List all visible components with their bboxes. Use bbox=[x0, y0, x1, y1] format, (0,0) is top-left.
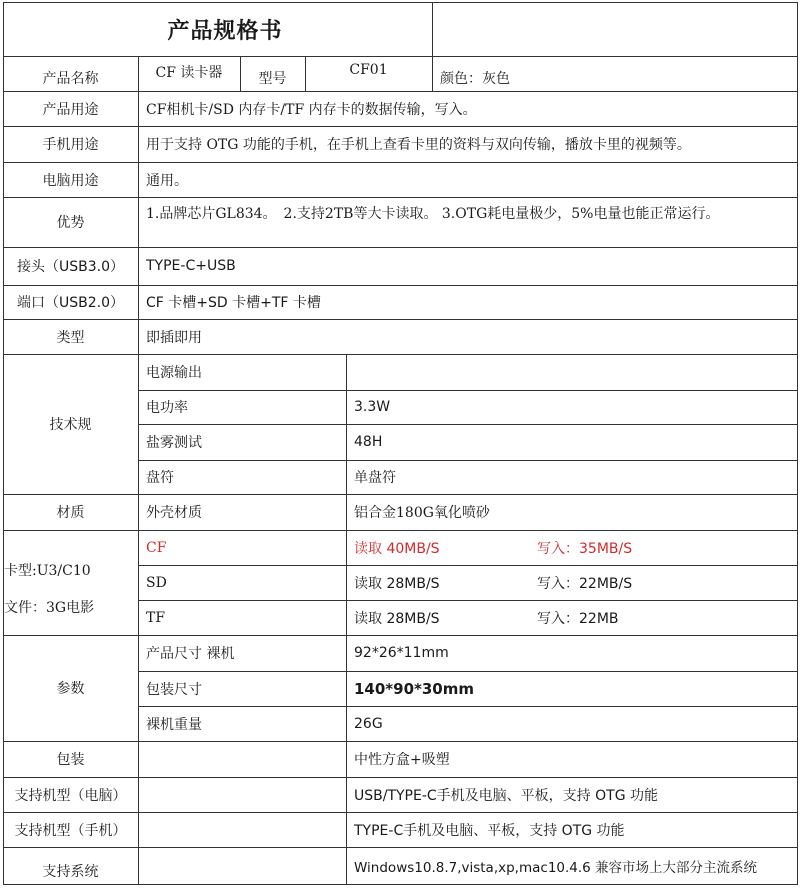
advantage-label: 优势 bbox=[56, 215, 85, 231]
tech-key: 电源输出 bbox=[146, 365, 202, 381]
tech-value bbox=[354, 354, 794, 390]
speed-card-key: SD bbox=[146, 574, 167, 591]
col-divider bbox=[346, 354, 347, 885]
type-label: 类型 bbox=[56, 329, 85, 346]
speed-write: 写入：22MB/S bbox=[537, 575, 633, 592]
tech-value: 48H bbox=[354, 434, 383, 450]
param-key: 包装尺寸 bbox=[146, 681, 202, 698]
port-value: CF 卡槽+SD 卡槽+TF 卡槽 bbox=[146, 295, 321, 311]
systems-label: 支持系统 bbox=[42, 863, 99, 880]
model-value: CF01 bbox=[349, 62, 388, 78]
model-label: 型号 bbox=[258, 71, 287, 87]
pc-usage-label: 电脑用途 bbox=[42, 172, 99, 189]
pc-models-label: 支持机型（电脑） bbox=[14, 787, 127, 804]
card-type-label: 卡型:U3/C10 bbox=[4, 563, 91, 579]
tech-label: 技术规 bbox=[49, 417, 92, 433]
speed-read: 读取 28MB/S bbox=[354, 575, 440, 592]
phone-models-label: 支持机型（手机） bbox=[14, 822, 127, 839]
pc-models-value: USB/TYPE-C手机及电脑、平板，支持 OTG 功能 bbox=[354, 787, 658, 804]
speed-read: 读取 40MB/S bbox=[354, 540, 440, 557]
material-key: 外壳材质 bbox=[146, 505, 202, 521]
table-border-right bbox=[797, 2, 798, 885]
speed-write: 写入：22MB bbox=[537, 610, 619, 627]
speed-card-key: CF bbox=[146, 539, 167, 556]
pc-usage-value: 通用。 bbox=[146, 172, 188, 189]
tech-value: 3.3W bbox=[354, 399, 391, 415]
color-value: 颜色：灰色 bbox=[440, 71, 510, 87]
type-value: 即插即用 bbox=[146, 329, 202, 346]
material-value: 铝合金180G氧化喷砂 bbox=[354, 505, 490, 521]
param-value: 92*26*11mm bbox=[354, 645, 449, 661]
pack-label: 包装 bbox=[56, 752, 85, 768]
port-label: 端口（USB2.0） bbox=[16, 295, 124, 311]
col-divider bbox=[138, 56, 139, 885]
params-label: 参数 bbox=[56, 681, 85, 697]
speed-write: 写入：35MB/S bbox=[537, 540, 633, 557]
file-type-label: 文件：3G电影 bbox=[4, 600, 95, 616]
phone-models-value: TYPE-C手机及电脑、平板，支持 OTG 功能 bbox=[354, 822, 625, 839]
product-name-label: 产品名称 bbox=[42, 71, 99, 87]
col-divider bbox=[432, 2, 433, 92]
param-key: 裸机重量 bbox=[146, 716, 202, 733]
tech-key: 盘符 bbox=[146, 470, 174, 486]
product-name-value: CF 读卡器 bbox=[155, 65, 223, 81]
usage-label: 产品用途 bbox=[42, 101, 99, 118]
tech-value: 单盘符 bbox=[354, 470, 396, 486]
tech-key: 盐雾测试 bbox=[146, 435, 202, 451]
param-value: 140*90*30mm bbox=[354, 679, 475, 698]
param-value: 26G bbox=[354, 715, 383, 732]
pack-value: 中性方盒+吸塑 bbox=[354, 752, 450, 768]
tech-key: 电功率 bbox=[146, 400, 188, 416]
page-title: 产品规格书 bbox=[167, 17, 283, 44]
advantage-value: 1.品牌芯片GL834。 2.支持2TB等大卡读取。 3.OTG耗电量极少，5%电量也能正常运行。 bbox=[146, 206, 720, 222]
connector-value: TYPE-C+USB bbox=[146, 258, 236, 274]
material-label: 材质 bbox=[56, 505, 85, 521]
phone-usage-value: 用于支持 OTG 功能的手机，在手机上查看卡里的资料与双向传输，播放卡里的视频等。 bbox=[146, 137, 691, 153]
connector-label: 接头（USB3.0） bbox=[16, 259, 124, 275]
speed-card-key: TF bbox=[146, 609, 166, 626]
phone-usage-label: 手机用途 bbox=[42, 137, 99, 153]
usage-value: CF相机卡/SD 内存卡/TF 内存卡的数据传输，写入。 bbox=[146, 101, 477, 118]
speed-read: 读取 28MB/S bbox=[354, 610, 440, 627]
param-key: 产品尺寸 裸机 bbox=[146, 646, 235, 662]
systems-value: Windows10.8.7,vista,xp,mac10.4.6 兼容市场上大部分主流系统 bbox=[354, 859, 758, 876]
